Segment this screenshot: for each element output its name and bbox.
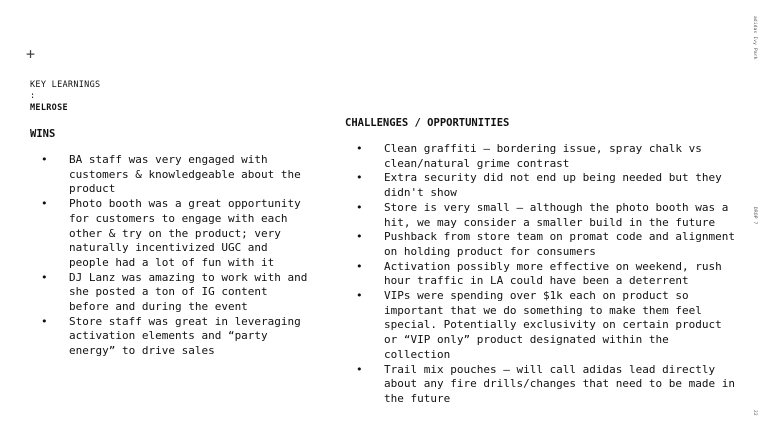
brand-label: adidas Ivy Park — [752, 16, 757, 60]
list-item-text: Store is very small – although the photo booth was a hit, we may consider a smaller build in the future — [384, 200, 729, 229]
bullet-icon: • — [356, 289, 363, 303]
key-learnings-colon: : — [30, 91, 36, 101]
list-item-text: VIPs were spending over $1k each on product so important that we do something to make them feel special. Potentially exclusivity on certain product or “VIP only” product designated within the collection — [384, 289, 722, 361]
list-item-text: Extra security did not end up being needed but they didn't show — [384, 171, 722, 200]
key-learnings-title: KEY LEARNINGS — [30, 80, 101, 90]
challenges-list — [356, 142, 741, 407]
list-item-text: Pushback from store team on promat code and alignment on holding product for consumers — [384, 230, 735, 258]
list-item-text: Store staff was great in leveraging activation elements and “party energy” to drive sales — [69, 314, 301, 358]
list-item — [356, 289, 741, 363]
bullet-icon: • — [356, 259, 363, 273]
list-item-text: Photo booth was a great opportunity for customers to engage with each other & try on the product; very naturally incentivized UGC and people had a lot of fun with it — [69, 197, 301, 269]
page-number: 22 — [752, 410, 757, 416]
location-label: MELROSE — [30, 103, 68, 113]
bullet-icon: • — [356, 142, 363, 155]
section-label: DROP 7 — [752, 207, 757, 225]
list-item-text: DJ Lanz was amazing to work with and she posted a ton of IG content before and during the event — [69, 270, 308, 314]
bullet-icon: • — [356, 200, 363, 214]
bullet-icon: • — [41, 153, 48, 166]
list-item-text: BA staff was very engaged with customers & knowledgeable about the product — [69, 153, 301, 196]
challenges-heading: CHALLENGES / OPPORTUNITIES — [345, 117, 510, 129]
bullet-icon: • — [41, 197, 48, 211]
list-item-text: Activation possibly more effective on weekend, rush hour traffic in LA could have been a deterrent — [384, 259, 722, 288]
bullet-icon: • — [356, 362, 363, 376]
list-item — [356, 142, 741, 171]
list-item — [356, 201, 741, 230]
list-item — [356, 260, 741, 289]
bullet-icon: • — [41, 314, 48, 328]
list-item-text: Clean graffiti – bordering issue, spray chalk vs clean/natural grime contrast — [384, 142, 702, 170]
list-item-text: Trail mix pouches – will call adidas lead directly about any fire drills/changes that need to be made in the future — [384, 362, 735, 405]
wins-list — [41, 153, 311, 359]
list-item — [356, 230, 741, 259]
list-item — [41, 197, 311, 271]
list-item — [41, 153, 311, 197]
bullet-icon: • — [356, 230, 363, 244]
list-item — [41, 315, 311, 359]
list-item — [41, 271, 311, 315]
list-item — [356, 171, 741, 200]
list-item — [356, 363, 741, 407]
bullet-icon: • — [356, 171, 363, 185]
bullet-icon: • — [41, 270, 48, 284]
wins-heading: WINS — [30, 128, 56, 140]
plus-icon: + — [26, 45, 36, 63]
